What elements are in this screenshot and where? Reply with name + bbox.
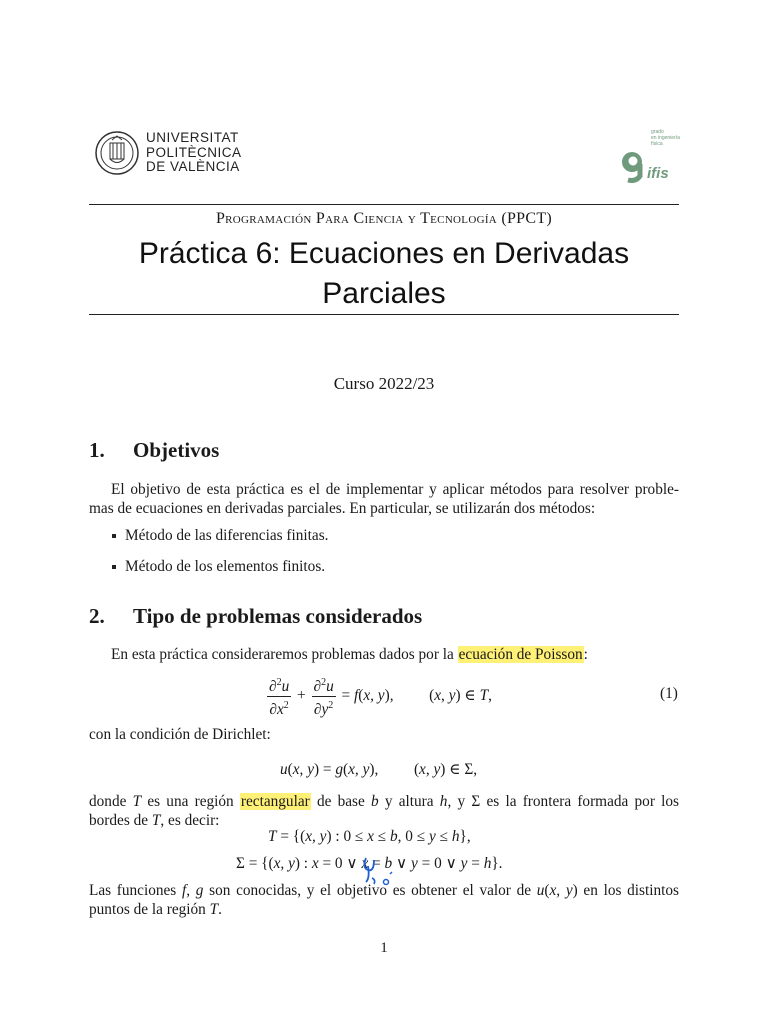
text-run: son conocidas, y el objetivo es obtener el valor de [203, 882, 537, 899]
section-title: Objetivos [133, 438, 220, 462]
section-number: 1. [89, 438, 105, 462]
text-run: , y Σ es la frontera formada por los [447, 793, 679, 810]
text-run: : [583, 646, 588, 663]
text-run: es una región [141, 793, 240, 810]
text-run: y altura [378, 793, 440, 810]
program-logo [618, 126, 688, 186]
university-name [146, 131, 242, 175]
document-title [89, 234, 679, 314]
paragraph-line: Las funciones f, g son conocidas, y el objetivo es obtener el valor de u(x, y) en los distintos [89, 882, 679, 899]
program-logo-line: en ingeniería [651, 135, 680, 141]
list-item [112, 558, 325, 576]
bottom-rule [89, 314, 679, 315]
university-logo [94, 126, 242, 180]
university-line: UNIVERSITAT [146, 130, 239, 146]
bullet-marker [112, 565, 116, 569]
page-number: 1 [380, 940, 388, 956]
paragraph-line: donde T es una región rectangular de base b y altura h, y Σ es la frontera formada por los [89, 793, 679, 810]
text-run: donde [89, 793, 133, 810]
region-t-definition: T = {(x, y) : 0 ≤ x ≤ b, 0 ≤ y ≤ h}, [268, 828, 471, 845]
section-number: 2. [89, 604, 105, 628]
text-run: Las funciones [89, 882, 182, 899]
fraction: $\frac{\partial^2u}{\partial y^2}$ [312, 674, 336, 719]
academic-year: Curso 2022/23 [333, 374, 435, 393]
list-item-text: Método de las diferencias finitas. [125, 527, 329, 544]
top-rule [89, 204, 679, 205]
poisson-intro [89, 645, 679, 664]
text-run: En esta práctica consideraremos problemas dados por la [111, 646, 458, 663]
text-run: en los distintos [577, 882, 679, 899]
text-run: , es decir: [160, 812, 220, 829]
highlighted-text: ecuación de Poisson [458, 646, 583, 663]
section-heading [89, 604, 422, 629]
objectives-paragraph [89, 480, 679, 518]
university-seal-icon [94, 126, 140, 180]
paragraph-line: puntos de la región T. [89, 901, 222, 918]
university-line: DE VALÈNCIA [146, 159, 240, 175]
section-heading [89, 438, 219, 463]
program-logo-line: grado [651, 129, 664, 135]
dirichlet-text: con la condición de Dirichlet: [89, 726, 271, 743]
university-line: POLITÈCNICA [146, 144, 242, 160]
paragraph-line: bordes de T, es decir: [89, 812, 220, 829]
text-run: de base [310, 793, 371, 810]
program-logo-line: física [651, 141, 663, 147]
title-line: Parciales [322, 277, 446, 310]
bullet-marker [112, 534, 116, 538]
title-line: Práctica 6: Ecuaciones en Derivadas [138, 237, 630, 270]
section-title: Tipo de problemas considerados [133, 604, 423, 628]
paragraph-line: El objetivo de esta práctica es el de implementar y aplicar métodos para resolver proble- [111, 481, 679, 498]
list-item [112, 527, 328, 545]
boundary-definition: Σ = {(x, y) : x = 0 ∨ x = b ∨ y = 0 ∨ y = h}. [236, 855, 503, 872]
highlighted-text: rectangular [240, 793, 310, 810]
program-logo-text: ifis [647, 165, 669, 182]
equation-number: (1) [660, 685, 678, 702]
text-run: . [218, 901, 222, 918]
fraction: $\frac{\partial^2u}{\partial x^2}$ [267, 674, 291, 719]
paragraph-line: mas de ecuaciones en derivadas parciales. En particular, se utilizarán dos métodos: [89, 500, 596, 517]
region-paragraph [89, 792, 679, 830]
course-name: Programación Para Ciencia y Tecnología (PPCT) [215, 210, 553, 227]
list-item-text: Método de los elementos finitos. [125, 558, 326, 575]
dirichlet-equation: u(x, y) = g(x, y), (x, y) ∈ Σ, [280, 761, 478, 778]
poisson-equation: $\frac{\partial^2u}{\partial x^2}$ + $\frac{\partial^2u}{\partial y^2}$ = f(x, y), (x, y) ∈ T, [265, 674, 492, 719]
text-run: puntos de la región [89, 901, 210, 918]
closing-paragraph [89, 881, 679, 919]
text-run: bordes de [89, 812, 152, 829]
